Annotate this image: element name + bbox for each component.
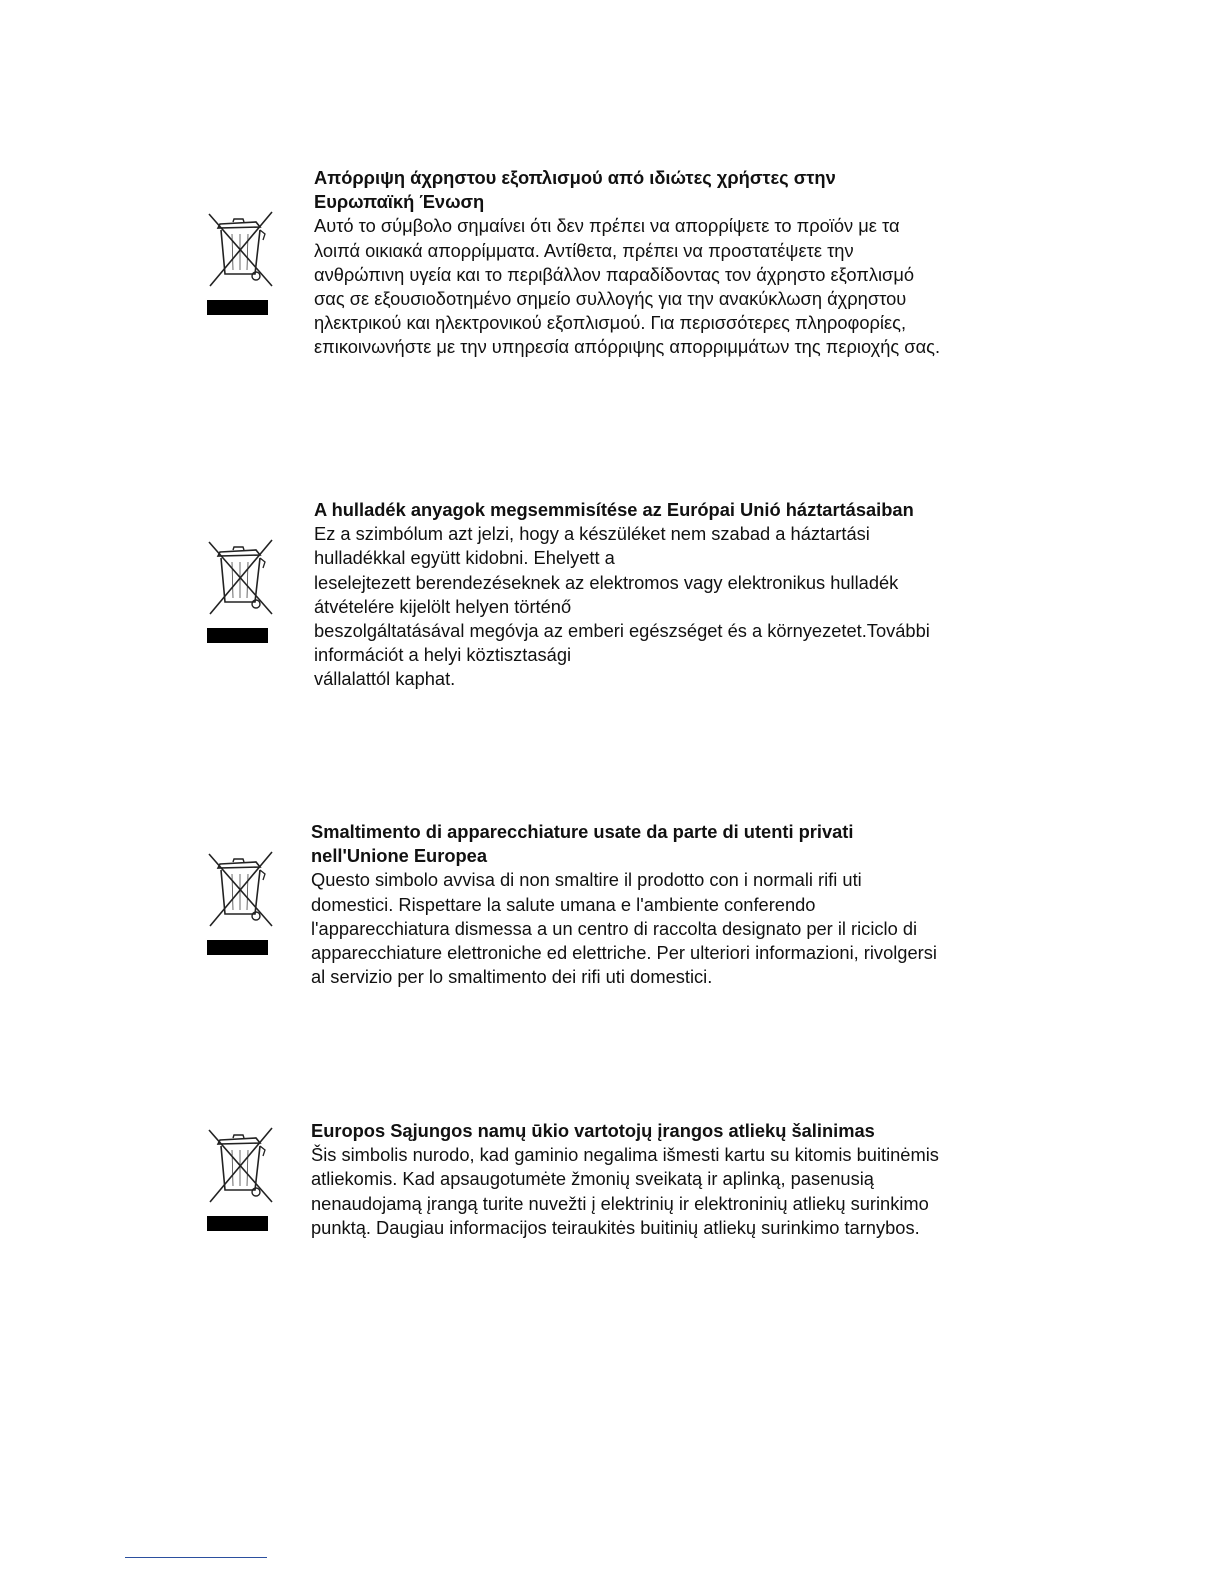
notice-body: Ez a szimbólum azt jelzi, hogy a készüléket nem szabad a háztartási hulladékkal együtt kidobni. Ehelyett a leselejtezett berendezéseknek az elektromos vagy elektronikus hulladék átvételére kijelölt helyen történő beszolgáltatásával megóvja az emberi egészséget és a környezetet.További információt a helyi köztisztasági vállalattól kaphat. (314, 523, 930, 690)
notice-text-block (311, 1119, 991, 1240)
notice-body: Questo simbolo avvisa di non smaltire il prodotto con i normali rifi uti domestici. Rispettare la salute umana e l'ambiente conferendo l'apparecchiatura dismessa a un centro di raccolta designato per il riciclo di apparecchiature elettroniche ed elettriche. Per ulteriori informazioni, rivolgersi al servizio per lo smaltimento dei rifi uti domestici. (311, 869, 937, 988)
crossed-out-wheelie-bin-icon (206, 1126, 276, 1236)
notice-title: Απόρριψη άχρηστου εξοπλισμού από ιδιώτες χρήστες στην Ευρωπαϊκή Ένωση (314, 167, 836, 213)
notice-text-block (314, 498, 994, 692)
notice-text-block (314, 166, 994, 360)
notice-title: Smaltimento di apparecchiature usate da parte di utenti privati nell'Unione Europea (311, 821, 854, 867)
crossed-out-wheelie-bin-icon (206, 210, 276, 320)
notice-body: Šis simbolis nurodo, kad gaminio negalima išmesti kartu su kitomis buitinėmis atliekomis. Kad apsaugotumėte žmonių sveikatą ir aplinką, pasenusią nenaudojamą įrangą turite nuvežti į elektrinių ir elektroninių atliekų surinkimo punktą. Daugiau informacijos teiraukitės buitinių atliekų surinkimo tarnybos. (311, 1144, 939, 1238)
notice-title: A hulladék anyagok megsemmisítése az Európai Unió háztartásaiban (314, 499, 914, 520)
footnote-separator (125, 1557, 267, 1558)
notice-title: Europos Sąjungos namų ūkio vartotojų įrangos atliekų šalinimas (311, 1120, 875, 1141)
notice-text-block (311, 820, 991, 989)
notice-body: Αυτό το σύμβολο σημαίνει ότι δεν πρέπει να απορρίψετε το προϊόν με τα λοιπά οικιακά απορρίμματα. Αντίθετα, πρέπει να προστατέψετε την ανθρώπινη υγεία και το περιβάλλον παραδίδοντας τον άχρηστο εξοπλισμό σας σε εξουσιοδοτημένο σημείο συλλογής για την ανακύκλωση άχρηστου ηλεκτρικού και ηλεκτρονικού εξοπλισμού. Για περισσότερες πληροφορίες, επικοινωνήστε με την υπηρεσία απόρριψης απορριμμάτων της περιοχής σας. (314, 215, 941, 358)
crossed-out-wheelie-bin-icon (206, 538, 276, 648)
crossed-out-wheelie-bin-icon (206, 850, 276, 960)
